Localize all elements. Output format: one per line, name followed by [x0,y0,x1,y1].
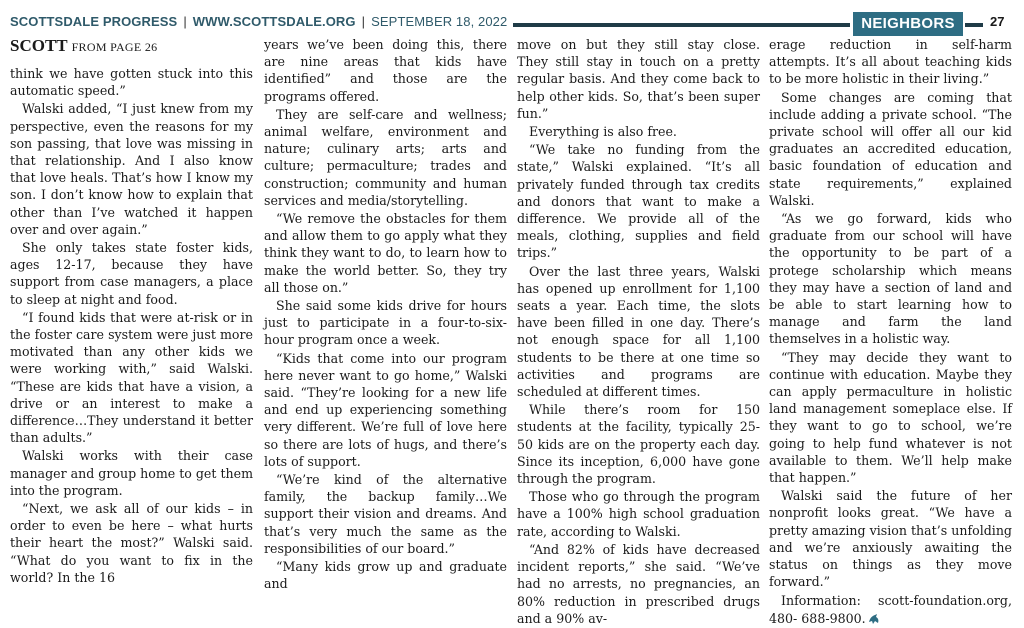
jump-from: FROM PAGE 26 [71,40,158,54]
info-line [769,592,1012,609]
paragraph: years we’ve been doing this, there are nine areas that kids have identified” and those are the programs offered. [264,37,507,104]
paragraph: Everything is also free. [529,124,677,140]
paragraph: “We take no funding from the state,” Walski explained. “It’s all privately funded through tax credits and donors that want to make a difference. We provide all of the meals, clothing, supplies and field trips.” [517,142,760,261]
paragraph: “Kids that come into our program here never want to go home,” Walski said. “They’re looking for a new life and end up experiencing something very different. We’re full of love here so there are lots of hugs, and there’s lots of support. [264,350,507,469]
paragraph: “Next, we ask all of our kids – in order to even be here – what hurts their heart the most?” Walski said. “What do you want to fix in the world? In the 16 [10,501,253,585]
article-column-4 [769,36,1012,628]
paragraph: They are self-care and wellness; animal welfare, environment and nature; culinary arts; arts and culture; permaculture; trades and construction; community and human services and media/storytelling. [264,106,507,208]
masthead-separator: | [361,14,366,29]
info-label: Information: [781,592,861,608]
section-label: NEIGHBORS [853,12,963,36]
masthead [10,14,507,29]
info-phone: 480- 688-9800. [769,610,866,626]
paragraph: “They may decide they want to continue with education. Maybe they can apply permaculture in holistic land management someplace else. If they want to go to school, we’re going to help fund whatever is not available to them. We’ll help make that happen.” [769,349,1012,486]
paragraph: “And 82% of kids have decreased incident reports,” she said. “We’ve had no arrests, no pregnancies, an 80% reduction in prescribed drugs and a 90% av- [517,541,760,626]
publication-name: SCOTTSDALE PROGRESS [10,14,178,29]
header-rule-right [965,23,983,27]
paragraph: She said some kids drive for hours just to participate in a four-to-six-hour program once a week. [264,298,507,348]
paragraph: Walski said the future of her nonprofit looks great. “We have a pretty amazing vision that’s unfolding and we’re anxiously awaiting the status on things as they move forward.” [769,488,1012,590]
paragraph: “Many kids grow up and graduate and [264,559,507,592]
paragraph: think we have gotten stuck into this automatic speed.” [10,66,253,99]
paragraph: She only takes state foster kids, ages 12-17, because they have support from case managers, a place to sleep at night and food. [10,240,253,307]
paragraph: “We remove the obstacles for them and allow them to go apply what they think they want to do, to learn how to make the world better. So, they try all those on.” [264,211,507,295]
page-number: 27 [990,14,1005,29]
paragraph: move on but they still stay close. They still stay in touch on a pretty regular basis. And they come back to help other kids. So, that’s been super fun.” [517,37,760,121]
jump-headline [10,36,253,57]
paragraph: Some changes are coming that include adding a private school. “The private school will offer all our kid graduates an accredited education, basic foundation of education and state requirements,” explained Walski. [769,89,1012,208]
paragraph: “As we go forward, kids who graduate from our school will have the opportunity to be part of a protege scholarship which means they may have a section of land and be able to start learning how to manage and farm the land themselves in a holistic way. [769,211,1012,347]
info-website[interactable]: scott-foundation.org, [878,592,1012,608]
jump-title: SCOTT [10,36,68,55]
paragraph: “I found kids that were at-risk or in the foster care system were just more motivated than any other kids we were working with,” said Walski. “These are kids that have a vision, a drive or an interest to make a difference…They understand it better than adults.” [10,309,253,446]
paragraph: Over the last three years, Walski has opened up enrollment for 1,100 seats a year. Each time, the slots have been filled in one day. There’s not enough space for all 1,100 students to be there at one time so activities and programs are scheduled at different times. [517,263,760,400]
issue-date: SEPTEMBER 18, 2022 [371,14,508,29]
info-phone-line [769,610,1012,627]
paragraph: erage reduction in self-harm attempts. It’s all about teaching kids to be more holistic in their living.” [769,37,1012,87]
end-of-story-icon [868,613,880,625]
paragraph: Walski works with their case manager and group home to get them into the program. [10,448,254,498]
page-header [10,8,1014,38]
header-rule [513,23,850,27]
article-column-1 [10,36,253,587]
paragraph: Walski added, “I just knew from my perspective, even the reasons for my son passing, that love was missing in that relationship. And I also know that love heals. That’s how I know my son. I don’t know how to explain that other than I’ve watched it happen over and over again.” [10,101,253,237]
article-column-3 [517,36,760,628]
article-column-2 [264,36,507,594]
paragraph: Those who go through the program have a 100% high school graduation rate, according to Walski. [517,489,760,539]
masthead-separator: | [183,14,187,29]
paragraph: While there’s room for 150 students at the facility, typically 25-50 kids are on the property each day. Since its inception, 6,000 have gone through the program. [517,402,760,487]
paragraph: “We’re kind of the alternative family, the backup family…We support their vision and dreams. And that’s very much the same as the responsibilities of our board.” [264,472,507,556]
website[interactable]: WWW.SCOTTSDALE.ORG [192,14,356,29]
